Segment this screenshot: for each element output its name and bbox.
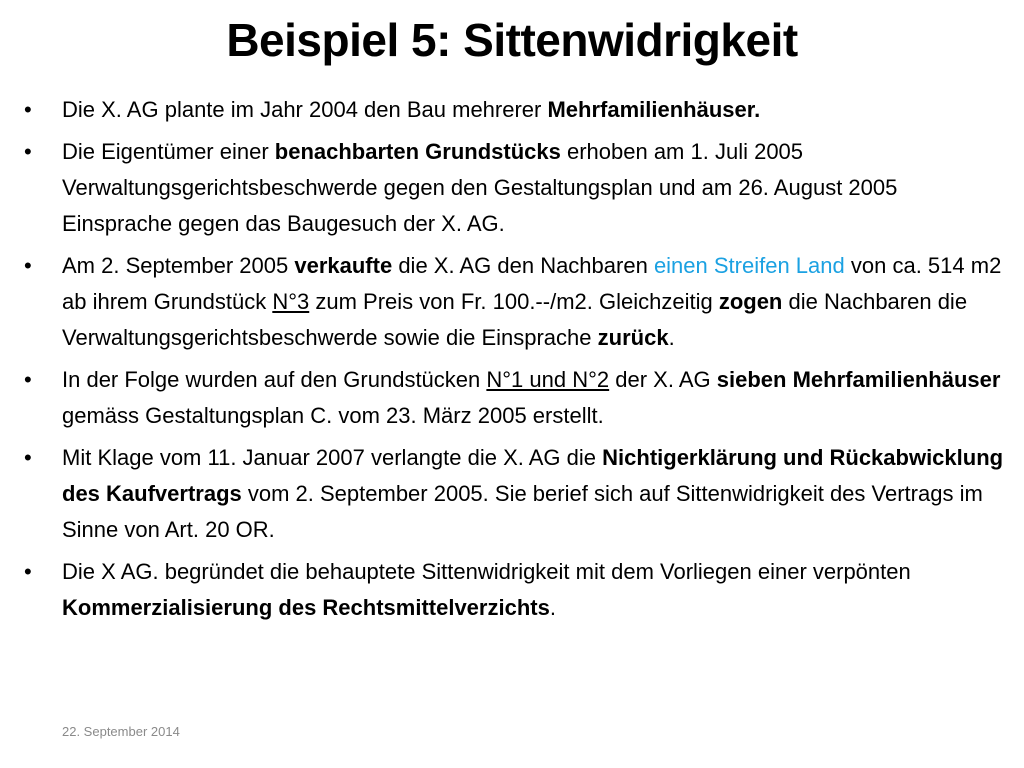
- bullet-marker: •: [24, 97, 32, 122]
- bullet-text: Die Eigentümer einer: [62, 139, 275, 164]
- bullet-item-1: [24, 92, 1004, 128]
- bullet-emphasis: verkaufte: [294, 253, 393, 278]
- bullet-text: .: [668, 325, 675, 350]
- bullet-text: gemäss Gestaltungsplan C. vom 23. März 2005 erstellt.: [62, 403, 604, 428]
- bullet-item-3: [24, 248, 1004, 356]
- bullet-text: die Nachbaren die Verwaltungsgerichtsbeschwerde sowie die Einsprache: [62, 289, 968, 350]
- highlighted-text: einen Streifen Land: [653, 253, 845, 278]
- bullet-text: erhoben am 1. Juli 2005 Verwaltungsgerichtsbeschwerde gegen den Gestaltungsplan und am 26. August 2005 Einsprache gegen das Baugesuch der X. AG.: [62, 139, 898, 236]
- bullet-text: der X. AG: [609, 367, 717, 392]
- bullet-item-6: [24, 554, 1004, 626]
- bullet-marker: •: [24, 367, 32, 392]
- underlined-text: N°3: [272, 289, 310, 314]
- bullet-marker: •: [24, 559, 32, 584]
- bullet-item-2: [24, 134, 1004, 242]
- bullet-emphasis: sieben Mehrfamilienhäuser: [716, 367, 1001, 392]
- bullet-marker: •: [24, 253, 32, 278]
- bullet-text: Mit Klage vom 11. Januar 2007 verlangte die X. AG die: [62, 445, 603, 470]
- bullet-emphasis: Mehrfamilienhäuser.: [547, 97, 761, 122]
- bullet-item-5: [24, 440, 1004, 548]
- bullet-emphasis: benachbarten Grundstücks: [274, 139, 561, 164]
- bullet-emphasis: zogen: [718, 289, 783, 314]
- bullet-marker: •: [24, 445, 32, 470]
- bullet-emphasis: Nichtigerklärung und Rückabwicklung des Kaufvertrags: [62, 445, 1004, 506]
- slide-date: 22. September 2014: [62, 724, 180, 739]
- bullet-text: .: [549, 595, 556, 620]
- bullet-emphasis: zurück: [597, 325, 669, 350]
- bullet-text: vom 2. September 2005. Sie berief sich auf Sittenwidrigkeit des Vertrags im Sinne von Art. 20 OR.: [62, 481, 983, 542]
- bullet-marker: •: [24, 139, 32, 164]
- bullet-text: In der Folge wurden auf den Grundstücken: [62, 367, 487, 392]
- bullet-text: Die X AG. begründet die behauptete Sittenwidrigkeit mit dem Vorliegen einer verpönten: [62, 559, 911, 584]
- bullet-item-4: [24, 362, 1004, 434]
- bullet-text: von ca. 514 m2 ab ihrem Grundstück: [62, 253, 1002, 314]
- bullet-text: die X. AG den Nachbaren: [392, 253, 654, 278]
- bullet-text: Am 2. September 2005: [62, 253, 295, 278]
- slide-title: Beispiel 5: Sittenwidrigkeit: [226, 14, 798, 66]
- bullet-text: Die X. AG plante im Jahr 2004 den Bau mehrerer: [62, 97, 548, 122]
- bullet-emphasis: Kommerzialisierung des Rechtsmittelverzichts: [62, 595, 550, 620]
- underlined-text: N°1 und N°2: [486, 367, 610, 392]
- bullet-text: zum Preis von Fr. 100.--/m2. Gleichzeitig: [309, 289, 719, 314]
- bullet-list: [24, 92, 1004, 632]
